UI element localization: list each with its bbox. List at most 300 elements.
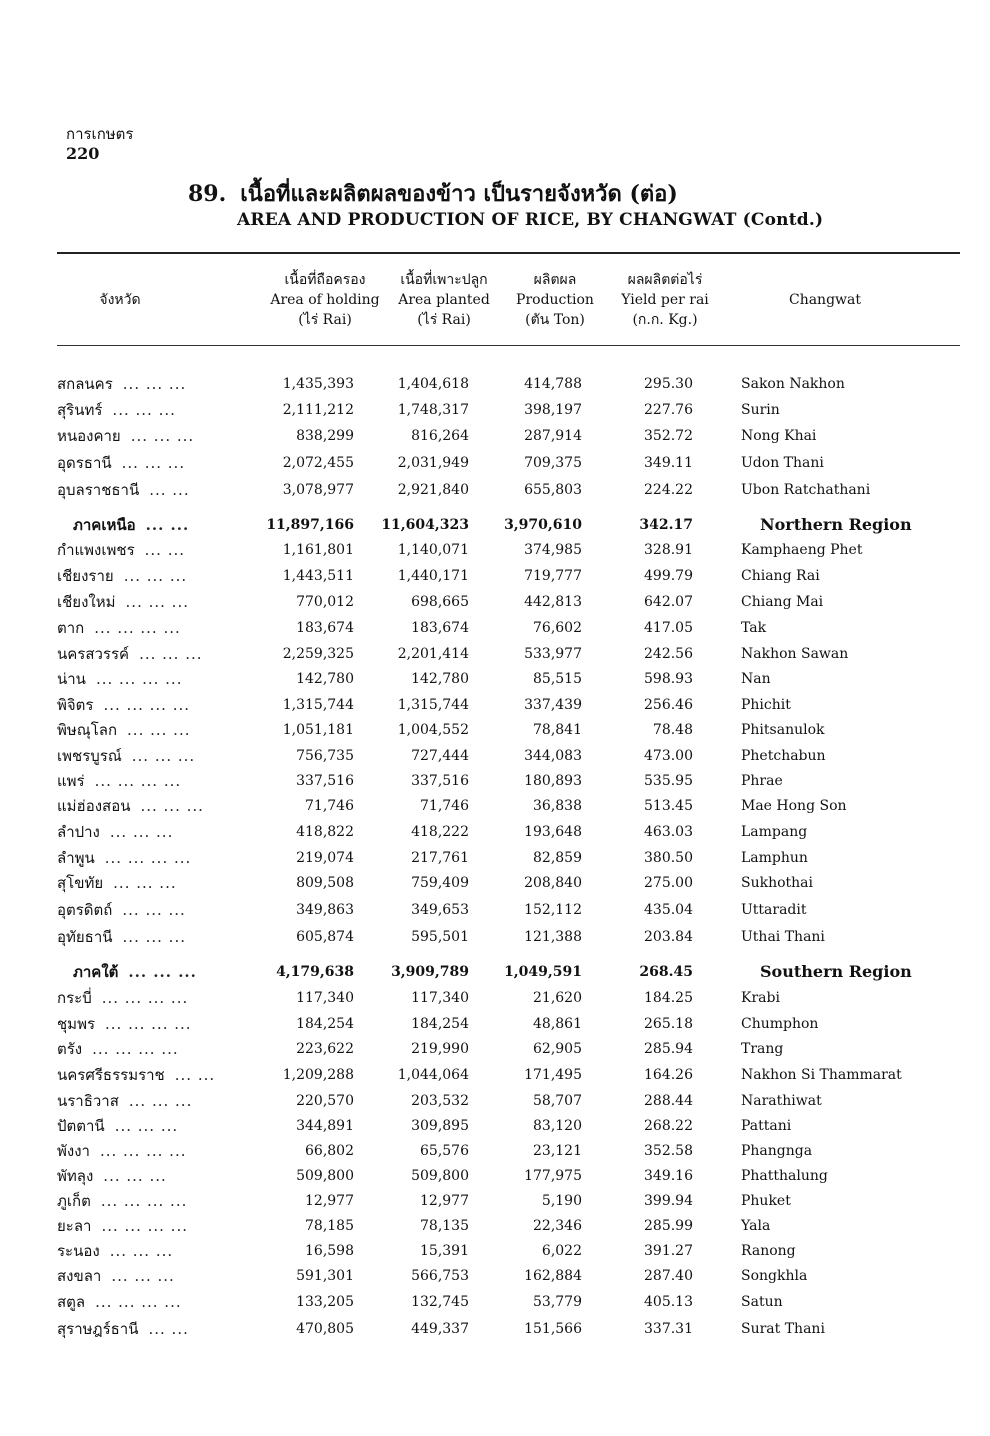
province-thai-cell [57,590,257,614]
province-thai-label: ระนอง [57,1242,100,1260]
table-row [0,846,990,870]
table-row [0,925,990,949]
changwat-en-cell: Phetchabun [741,748,826,764]
leader-dots: ... ... ... ... [95,1293,182,1311]
leader-dots: ... ... ... ... [101,989,189,1007]
area-holding-cell: 142,780 [296,671,354,687]
area-holding-cell: 78,185 [305,1218,354,1234]
province-thai-label: อุดรธานี [57,454,112,472]
area-holding-cell: 2,259,325 [282,646,354,662]
province-thai-cell [57,616,257,640]
table-row [0,1164,990,1188]
production-cell: 152,112 [524,902,582,918]
province-thai-label: ปัตตานี [57,1117,105,1135]
table-number: 89. [188,181,227,207]
table-row [0,372,990,396]
col-holding-en: Area of holding [270,292,380,308]
area-holding-cell: 770,012 [296,594,354,610]
area-planted-cell: 1,140,071 [397,542,469,558]
col-header-changwat: Changwat [788,292,861,308]
area-planted-cell: 217,761 [411,850,469,866]
leader-dots: ... ... ... ... [92,1040,179,1058]
province-thai-cell [57,1189,257,1213]
production-cell: 208,840 [524,875,582,891]
area-planted-cell: 759,409 [411,875,469,891]
province-thai-cell [57,820,257,844]
area-holding-cell: 1,315,744 [282,697,354,713]
table-row [0,616,990,640]
province-thai-label: ภูเก็ต [57,1192,91,1210]
table-row [0,564,990,588]
area-holding-cell: 219,074 [296,850,354,866]
province-thai-cell [57,451,257,475]
section-name: การเกษตร [66,125,134,143]
area-planted-cell: 2,921,840 [397,482,469,498]
area-holding-cell: 2,111,212 [282,402,354,418]
province-thai-label: ชุมพร [57,1015,96,1033]
leader-dots: ... ... [174,1066,216,1084]
province-thai-label: พิษณุโลก [57,721,118,739]
province-thai-label: ตรัง [57,1040,83,1058]
col-planted-en: Area planted [398,292,490,308]
yield-cell: 256.46 [644,697,693,713]
production-cell: 374,985 [524,542,582,558]
province-thai-label: เชียงราย [57,567,114,585]
area-planted-cell: 2,031,949 [397,455,469,471]
table-row [0,538,990,562]
area-holding-cell: 418,822 [296,824,354,840]
col-header-production [505,270,605,330]
changwat-en-cell: Uttaradit [741,902,807,918]
province-thai-label: ตาก [57,619,85,637]
production-cell: 48,861 [533,1016,582,1032]
yield-cell: 349.11 [644,455,693,471]
table-row [0,1063,990,1087]
production-cell: 62,905 [533,1041,582,1057]
leader-dots: ... ... ... ... [104,849,192,867]
table-row [0,1317,990,1341]
area-planted-cell: 1,315,744 [397,697,469,713]
area-holding-cell: 349,863 [296,902,354,918]
province-thai-label: สุรินทร์ [57,401,103,419]
production-cell: 83,120 [533,1118,582,1134]
changwat-en-cell: Narathiwat [741,1093,822,1109]
leader-dots: ... ... ... [122,928,186,946]
area-planted-cell: 11,604,323 [381,517,469,533]
leader-dots: ... ... ... ... [101,1217,188,1235]
province-thai-label: นครสวรรค์ [57,645,130,663]
leader-dots: ... ... ... [113,874,177,892]
province-thai-cell [57,1290,257,1314]
area-planted-cell: 2,201,414 [397,646,469,662]
yield-cell: 473.00 [644,748,693,764]
table-row [0,1189,990,1213]
changwat-en-cell: Phitsanulok [741,722,825,738]
production-cell: 287,914 [524,428,582,444]
yield-cell: 417.05 [644,620,693,636]
changwat-en-cell: Nan [741,671,771,687]
col-header-area-planted [385,270,503,330]
yield-cell: 337.31 [644,1321,693,1337]
yield-cell: 295.30 [644,376,693,392]
area-holding-cell: 1,209,288 [282,1067,354,1083]
changwat-en-cell: Northern Region [760,515,912,534]
changwat-en-cell: Phatthalung [741,1168,828,1184]
leader-dots: ... ... ... ... [105,1015,192,1033]
table-row [0,590,990,614]
province-thai-label: เชียงใหม่ [57,593,116,611]
province-thai-cell [57,1164,257,1188]
leader-dots: ... ... ... [127,721,191,739]
area-planted-cell: 566,753 [411,1268,469,1284]
province-thai-cell [57,693,257,717]
province-thai-label: อุตรดิตถ์ [57,901,113,919]
province-thai-label: ลำพูน [57,849,95,867]
changwat-en-cell: Phichit [741,697,791,713]
area-holding-cell: 4,179,638 [276,964,354,980]
area-planted-cell: 203,532 [411,1093,469,1109]
area-planted-cell: 337,516 [411,773,469,789]
area-planted-cell: 1,440,171 [397,568,469,584]
province-thai-label: สุราษฎร์ธานี [57,1320,139,1338]
region-total-row [0,513,990,537]
col-production-thai: ผลิตผล [533,272,577,288]
yield-cell: 265.18 [644,1016,693,1032]
area-holding-cell: 809,508 [296,875,354,891]
leader-dots: ... ... ... ... [95,670,183,688]
province-thai-cell [57,1037,257,1061]
table-row [0,1290,990,1314]
province-thai-label: เพชรบูรณ์ [57,747,122,765]
area-holding-cell: 220,570 [296,1093,354,1109]
changwat-en-cell: Surin [741,402,780,418]
yield-cell: 285.99 [644,1218,693,1234]
production-cell: 53,779 [533,1294,582,1310]
yield-cell: 288.44 [644,1093,693,1109]
col-production-en: Production [516,292,594,308]
leader-dots: ... ... ... [139,645,203,663]
table-row [0,1114,990,1138]
changwat-en-cell: Phuket [741,1193,791,1209]
changwat-en-cell: Lamphun [741,850,808,866]
area-holding-cell: 838,299 [296,428,354,444]
province-thai-cell [57,1264,257,1288]
production-cell: 78,841 [533,722,582,738]
production-cell: 151,566 [524,1321,582,1337]
production-cell: 344,083 [524,748,582,764]
province-thai-label: ลำปาง [57,823,100,841]
changwat-en-cell: Lampang [741,824,808,840]
area-planted-cell: 816,264 [411,428,469,444]
area-holding-cell: 184,254 [296,1016,354,1032]
area-planted-cell: 71,746 [420,798,469,814]
production-cell: 414,788 [524,376,582,392]
leader-dots: ... ... ... ... [100,1192,188,1210]
production-cell: 193,648 [524,824,582,840]
area-planted-cell: 595,501 [411,929,469,945]
area-holding-cell: 3,078,977 [282,482,354,498]
changwat-en-cell: Kamphaeng Phet [741,542,863,558]
province-thai-label: นราธิวาส [57,1092,119,1110]
province-thai-cell [57,564,257,588]
area-planted-cell: 142,780 [411,671,469,687]
province-thai-cell [57,744,257,768]
col-header-area-holding [265,270,385,330]
area-planted-cell: 418,222 [411,824,469,840]
production-cell: 180,893 [524,773,582,789]
changwat-en-cell: Surat Thani [741,1321,825,1337]
leader-dots: ... ... ... [111,1267,175,1285]
production-cell: 177,975 [524,1168,582,1184]
yield-cell: 224.22 [644,482,693,498]
yield-cell: 499.79 [644,568,693,584]
leader-dots: ... ... ... [123,567,188,585]
province-thai-label: สกลนคร [57,375,113,393]
changwat-en-cell: Udon Thani [741,455,824,471]
area-holding-cell: 344,891 [296,1118,354,1134]
changwat-en-cell: Phangnga [741,1143,813,1159]
production-cell: 655,803 [524,482,582,498]
area-planted-cell: 12,977 [420,1193,469,1209]
changwat-en-cell: Satun [741,1294,783,1310]
table-row [0,451,990,475]
production-cell: 337,439 [524,697,582,713]
table-row [0,718,990,742]
province-thai-label: สุโขทัย [57,874,104,892]
yield-cell: 380.50 [644,850,693,866]
yield-cell: 287.40 [644,1268,693,1284]
table-row [0,1139,990,1163]
area-planted-cell: 132,745 [411,1294,469,1310]
table-row [0,1214,990,1238]
area-planted-cell: 309,895 [411,1118,469,1134]
province-thai-cell [57,1114,257,1138]
area-planted-cell: 78,135 [420,1218,469,1234]
area-planted-cell: 1,748,317 [397,402,469,418]
province-thai-cell [57,769,257,793]
changwat-en-cell: Phrae [741,773,783,789]
area-holding-cell: 66,802 [305,1143,354,1159]
yield-cell: 268.45 [639,964,693,980]
changwat-en-cell: Mae Hong Son [741,798,847,814]
yield-cell: 352.72 [644,428,693,444]
production-cell: 398,197 [524,402,582,418]
changwat-en-cell: Chiang Rai [741,568,820,584]
production-cell: 442,813 [524,594,582,610]
province-thai-cell [57,1139,257,1163]
production-cell: 21,620 [533,990,582,1006]
area-holding-cell: 509,800 [296,1168,354,1184]
province-thai-cell [57,898,257,922]
production-cell: 5,190 [541,1193,582,1209]
area-holding-cell: 470,805 [296,1321,354,1337]
area-planted-cell: 1,044,064 [397,1067,469,1083]
yield-cell: 435.04 [644,902,693,918]
area-holding-cell: 605,874 [296,929,354,945]
yield-cell: 328.91 [644,542,693,558]
table-row [0,642,990,666]
area-planted-cell: 1,404,618 [397,376,469,392]
yield-cell: 342.17 [639,517,693,533]
area-holding-cell: 223,622 [296,1041,354,1057]
col-yield-en: Yield per rai [621,292,709,308]
leader-dots: ... ... ... [109,1242,174,1260]
changwat-en-cell: Songkhla [741,1268,808,1284]
area-planted-cell: 349,653 [411,902,469,918]
area-holding-cell: 1,443,511 [282,568,354,584]
col-planted-thai: เนื้อที่เพาะปลูก [400,272,488,288]
leader-dots: ... ... ... [112,401,176,419]
table-row [0,794,990,818]
province-thai-cell [57,642,257,666]
area-planted-cell: 184,254 [411,1016,469,1032]
changwat-en-cell: Sukhothai [741,875,814,891]
area-holding-cell: 117,340 [296,990,354,1006]
changwat-en-cell: Sakon Nakhon [741,376,845,392]
area-planted-cell: 3,909,789 [391,964,469,980]
area-holding-cell: 133,205 [296,1294,354,1310]
header-bottom-rule [57,345,960,346]
province-thai-label: สตูล [57,1293,86,1311]
province-thai-label: อุทัยธานี [57,928,113,946]
production-cell: 709,375 [524,455,582,471]
page-number: 220 [66,144,100,163]
col-header-yield [610,270,720,330]
area-holding-cell: 591,301 [296,1268,354,1284]
col-header-province-thai: จังหวัด [99,292,141,308]
col-planted-unit: (ไร่ Rai) [417,312,471,328]
province-thai-cell [57,424,257,448]
yield-cell: 391.27 [644,1243,693,1259]
leader-dots: ... ... ... [128,963,197,981]
production-cell: 533,977 [524,646,582,662]
production-cell: 719,777 [524,568,582,584]
province-thai-cell [57,513,273,537]
production-cell: 36,838 [533,798,582,814]
leader-dots: ... ... ... ... [94,619,181,637]
table-row [0,820,990,844]
province-thai-label: อุบลราชธานี [57,481,140,499]
province-thai-cell [57,960,273,984]
table-row [0,1089,990,1113]
yield-cell: 513.45 [644,798,693,814]
yield-cell: 285.94 [644,1041,693,1057]
production-cell: 82,859 [533,850,582,866]
changwat-en-cell: Pattani [741,1118,792,1134]
table-row [0,986,990,1010]
province-thai-cell [57,478,257,502]
yield-cell: 203.84 [644,929,693,945]
province-thai-label: พิจิตร [57,696,94,714]
province-thai-cell [57,1063,257,1087]
table-row [0,478,990,502]
leader-dots: ... ... ... [128,1092,193,1110]
yield-cell: 164.26 [644,1067,693,1083]
yield-cell: 352.58 [644,1143,693,1159]
province-thai-label: นครศรีธรรมราช [57,1066,165,1084]
province-thai-label: พัทลุง [57,1167,94,1185]
province-thai-cell [57,667,257,691]
leader-dots: ... ... ... [103,1167,167,1185]
production-cell: 85,515 [533,671,582,687]
province-thai-cell [57,1239,257,1263]
yield-cell: 535.95 [644,773,693,789]
province-thai-label: หนองคาย [57,427,121,445]
col-yield-thai: ผลผลิตต่อไร่ [627,272,703,288]
province-thai-cell [57,538,257,562]
area-planted-cell: 219,990 [411,1041,469,1057]
col-holding-unit: (ไร่ Rai) [298,312,352,328]
province-thai-label: ภาคใต้ [73,963,119,981]
area-holding-cell: 1,161,801 [282,542,354,558]
province-thai-cell [57,718,257,742]
col-holding-thai: เนื้อที่ถือครอง [284,272,366,288]
table-row [0,744,990,768]
province-thai-label: แม่ฮ่องสอน [57,797,131,815]
table-row [0,1012,990,1036]
area-holding-cell: 16,598 [305,1243,354,1259]
province-thai-cell [57,1214,257,1238]
area-planted-cell: 1,004,552 [397,722,469,738]
table-row [0,898,990,922]
table-row [0,871,990,895]
changwat-en-cell: Nakhon Si Thammarat [741,1067,902,1083]
production-cell: 6,022 [541,1243,582,1259]
leader-dots: ... ... [144,541,186,559]
yield-cell: 463.03 [644,824,693,840]
changwat-en-cell: Chumphon [741,1016,819,1032]
changwat-en-cell: Chiang Mai [741,594,824,610]
production-cell: 162,884 [524,1268,582,1284]
province-thai-cell [57,871,257,895]
area-holding-cell: 2,072,455 [282,455,354,471]
yield-cell: 242.56 [644,646,693,662]
leader-dots: ... ... ... ... [99,1142,187,1160]
yield-cell: 405.13 [644,1294,693,1310]
table-row [0,769,990,793]
changwat-en-cell: Krabi [741,990,780,1006]
leader-dots: ... ... [149,481,190,499]
changwat-en-cell: Nakhon Sawan [741,646,849,662]
province-thai-label: สงขลา [57,1267,102,1285]
changwat-en-cell: Tak [741,620,767,636]
area-planted-cell: 65,576 [420,1143,469,1159]
leader-dots: ... ... ... [140,797,204,815]
leader-dots: ... ... [145,516,190,534]
production-cell: 171,495 [524,1067,582,1083]
province-thai-cell [57,1317,257,1341]
col-production-unit: (ตัน Ton) [525,312,585,328]
title-thai: เนื้อที่และผลิตผลของข้าว เป็นรายจังหวัด (ต่อ) [240,181,678,207]
production-cell: 121,388 [524,929,582,945]
changwat-en-cell: Ranong [741,1243,796,1259]
leader-dots: ... ... ... [130,427,195,445]
area-holding-cell: 71,746 [305,798,354,814]
area-holding-cell: 1,051,181 [282,722,354,738]
production-cell: 1,049,591 [504,964,582,980]
province-thai-cell [57,398,257,422]
area-planted-cell: 727,444 [411,748,469,764]
area-planted-cell: 449,337 [411,1321,469,1337]
area-holding-cell: 1,435,393 [282,376,354,392]
province-thai-label: ยะลา [57,1217,92,1235]
area-planted-cell: 15,391 [420,1243,469,1259]
area-holding-cell: 756,735 [296,748,354,764]
col-yield-unit: (ก.ก. Kg.) [632,312,698,328]
leader-dots: ... ... ... [109,823,174,841]
area-holding-cell: 12,977 [305,1193,354,1209]
production-cell: 58,707 [533,1093,582,1109]
